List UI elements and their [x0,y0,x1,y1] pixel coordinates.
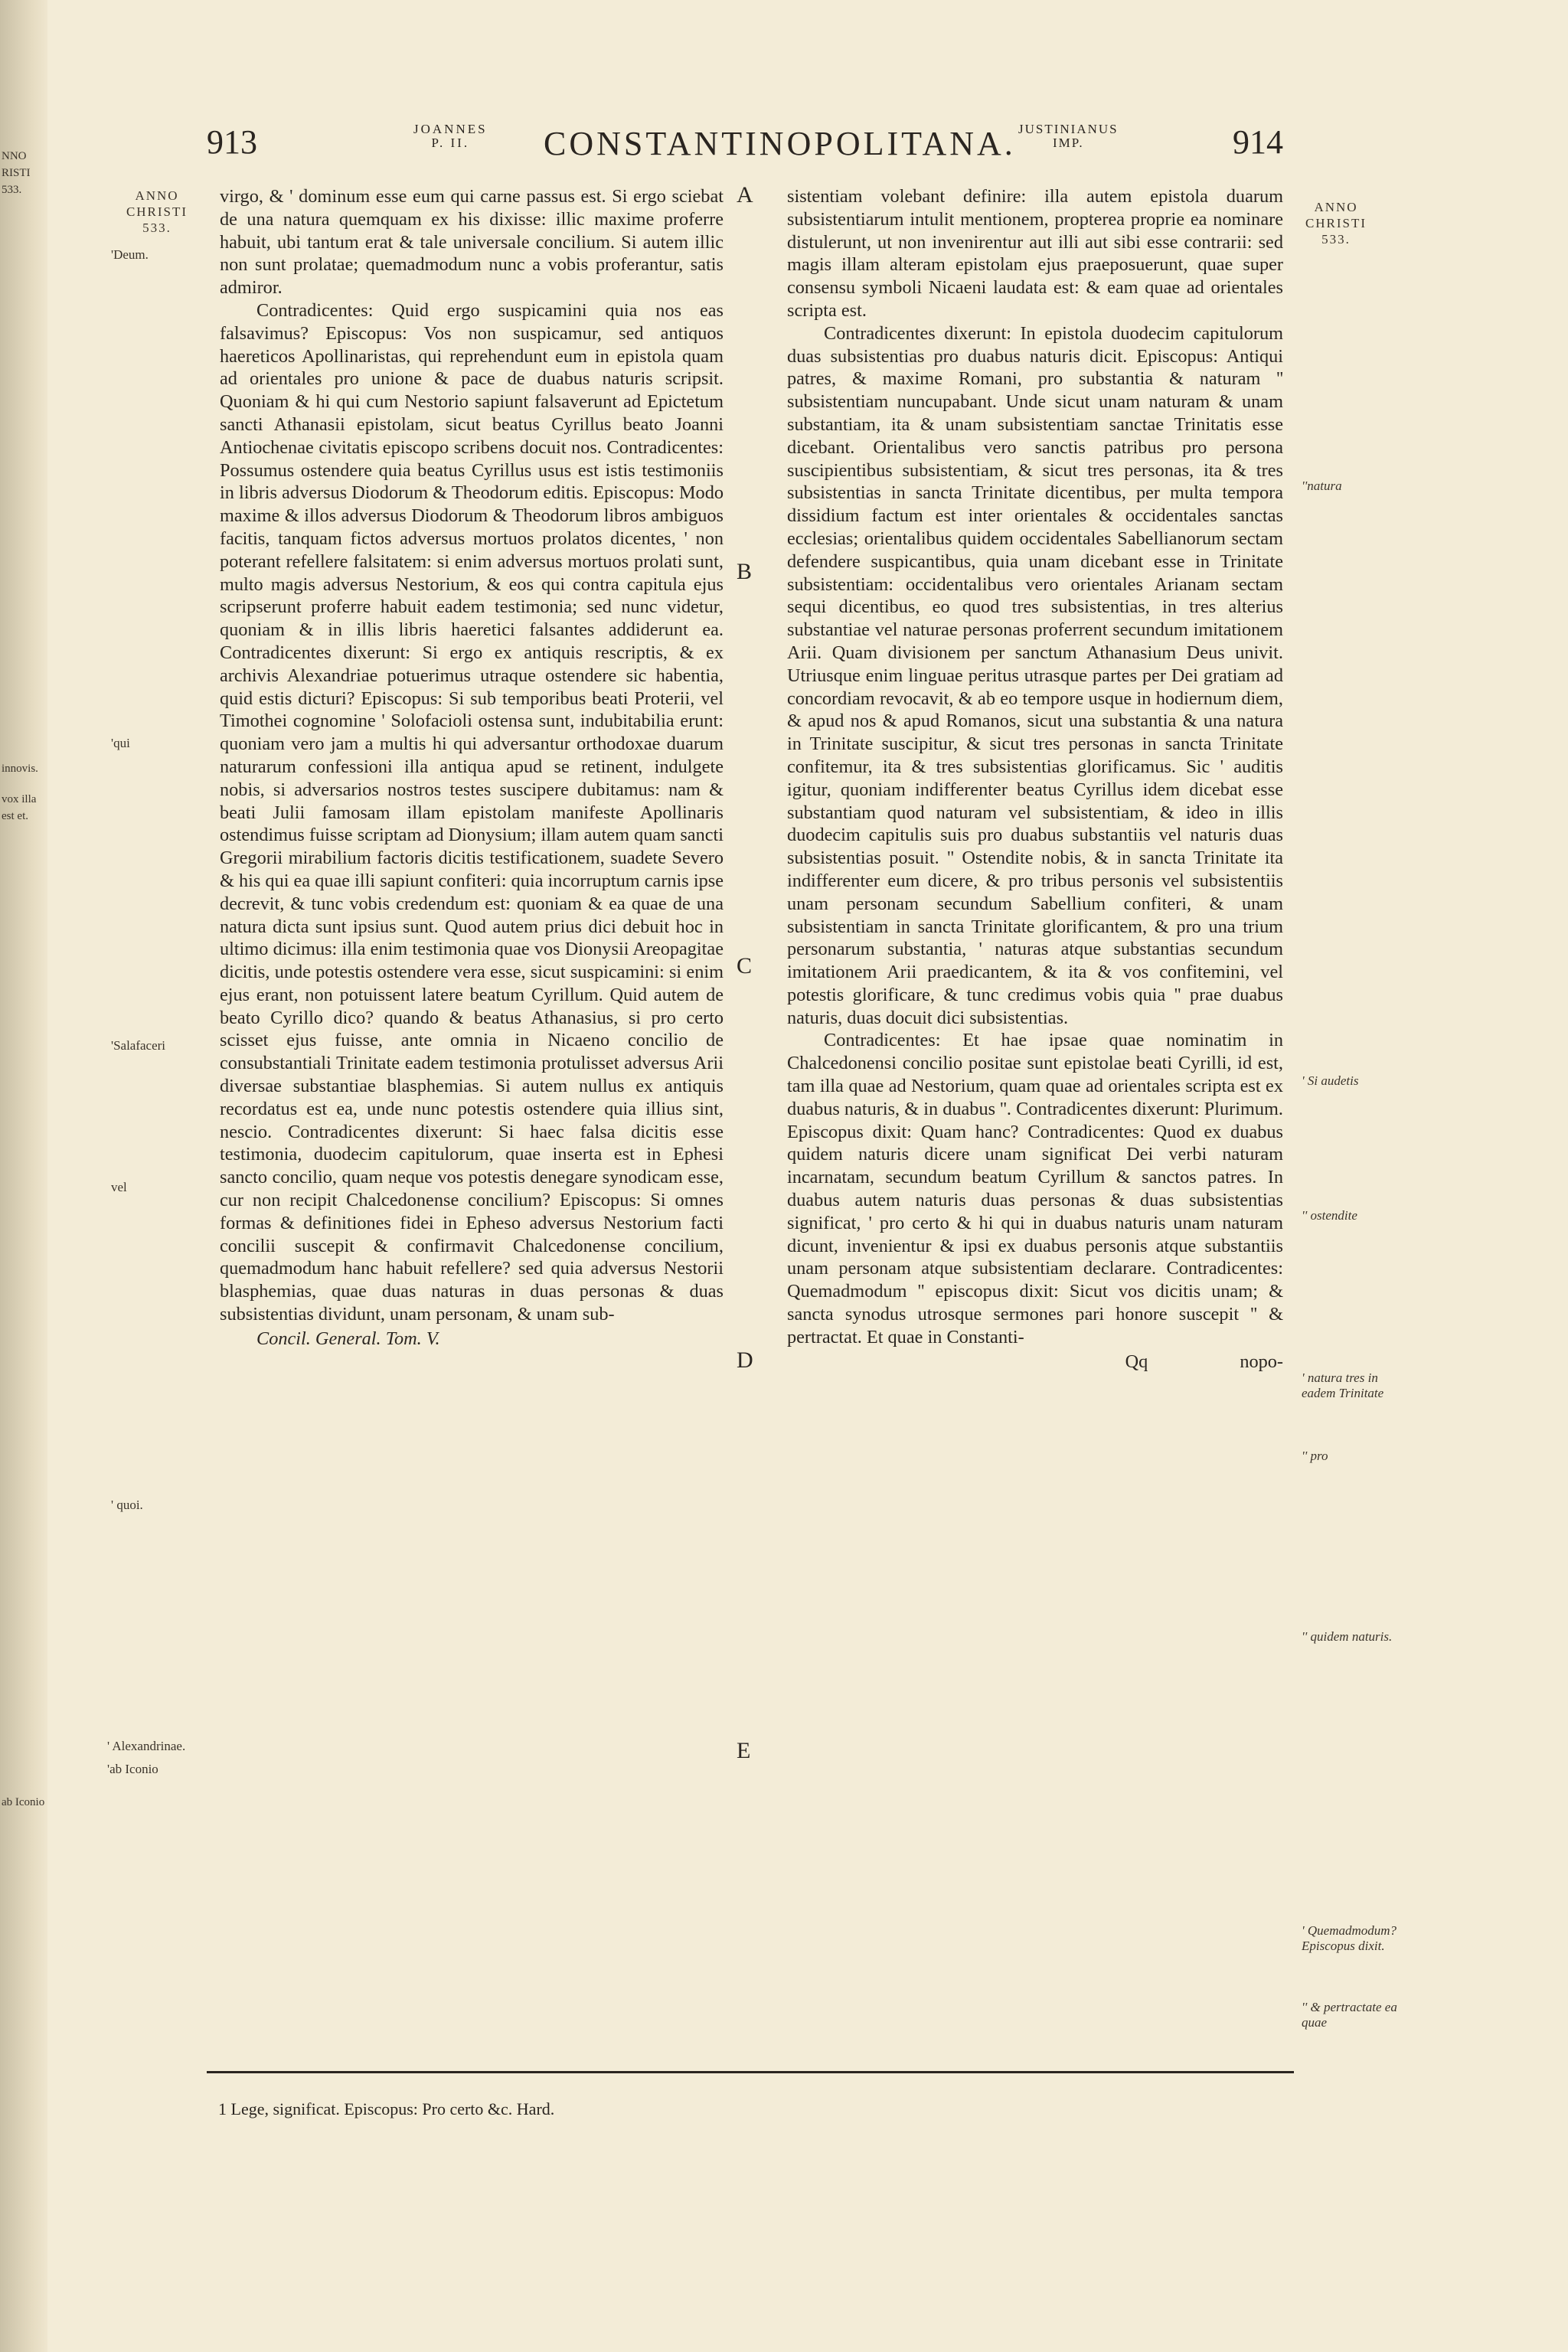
section-letter-e: E [737,1738,751,1763]
section-letter-b: B [737,559,753,584]
signature-mark: Qq [1125,1351,1148,1372]
left-column [220,185,724,1351]
gutter-note: ab Iconio [2,1796,45,1808]
section-letter-c: C [737,953,753,978]
margin-note-left: ' Alexandrinae. [107,1739,186,1753]
year-label: 533. [142,220,172,235]
page-gutter [0,0,47,2352]
anno-christi-left [115,188,199,236]
anno-label: ANNO [1314,200,1358,214]
gutter-note: vox illa [2,793,37,805]
catchword: nopo- [1240,1351,1283,1372]
right-column [787,185,1283,1373]
page-header [207,122,1283,168]
margin-note-right: ''natura [1302,479,1342,493]
section-letter-d: D [737,1348,753,1373]
pope-name: JOANNES [413,122,488,136]
paragraph: virgo, & ' dominum esse eum qui carne passus est. Si ergo sciebat de una natura quemquam ex his dixisse: illic maxime proferre habuit, ubi tantum erat & tale universale concilium. Si autem illic non sunt prolatae; quemadmodum nunc a vobis proferantur, satis admiror. [220,186,724,299]
anno-christi-right [1294,199,1378,247]
paragraph: Contradicentes: Quid ergo suspicamini quia nos eas falsavimus? Episcopus: Vos non suspicamur, sed antiquos haereticos Apollinaristas, qui reprehendunt eum in epistola quam ad orientales pro unione & pace de duabus naturis scripsit. Quoniam & hi qui cum Nestorio sapiunt falsaverunt ad Epictetum sancti Athanasii epistolam, sicut beatus Cyrillus beato Joanni Antiochenae civitatis episcopo scribens docuit nos. Contradicentes: Possumus ostendere quia beatus Cyrillus usus est istis testimoniis in libris adversus Diodorum & Theodorum editis. Episcopus: Modo maxime & illos adversus Diodorum & Theodorum libros ambiguos facitis, tanquam fictos adversus mortuos prolatos dicentes, ' non poterant refellere falsitatem: si enim adversus mortuos prolati sunt, multo magis adversus Nestorium, & eos qui contra capitula ejus scripserunt proferre habuit eadem testimonia; sed nunc videtur, quoniam & in illis libris haeretici falsantes addiderunt ea. Contradicentes dixerunt: Si ergo ex antiquis rescriptis, & ex archivis Alexandriae potuerimus utraque ostendere sic habentia, quid estis dicturi? Episcopus: Si sub temporibus beati Proterii, vel Timothei cognomine ' Solofacioli ostensa sunt, indubitabilia erunt: quoniam vero jam a multis hi qui adversantur orthodoxae duarum naturarum confessioni illa antiqua apud se retinent, indulgete nobis, si adversarios nostros testes suscipere dubitamus: nam & beati Julii famosam illam epistolam manifeste Apollinaris ostendimus fuisse scriptam ad Dionysium; illam autem quam sancti Gregorii mirabilium factoris dicitis testificationem, suadete Severo & his qui ea quae illi sapiunt confiteri: quia incorruptum carnis ipse decrevit, & tunc vobis credendum est: quoniam & ea quae de una natura dicta sunt ipsius sunt. Quod autem prius dici debuit hoc in ultimo dicimus: illa enim testimonia quae vos Dionysii Areopagitae dicitis, unde potestis ostendere vera esse, sicut suspicamini: si enim ejus erant, non potuissent latere beatum Cyrillum. Quid autem de beato Cyrillo dico? quando & beatus Athanasius, si pro certo scisset ejus fuisse, ante omnia in Nicaeno concilio de consubstantiali Trinitate eadem testimonia protulisset adversus Arii diversae substantiae blasphemias. Si autem nullus ex antiquis recordatus est ea, unde nunc potestis ostendere quia illius sint, nescio. Contradicentes dixerunt: Si haec falsa dicitis esse testimonia, duodecim capitulorum, quae inserta est in Ephesi sancto concilio, quam neque vos potestis denegare synodicam esse, cur non recipit Chalcedonense concilium? Episcopus: Si omnes formas & definitiones fidei in Epheso adversus Nestorium facti concilii suscepit & confirmavit Chalcedonense concilium, quemadmodum hanc habuit refellere? sed quia adversus Nestorii blasphemias, quae duas naturas in duas personas & duas subsistentias dividunt, unam personam, & unam sub- [220,299,724,1325]
running-head-pope [413,122,488,150]
margin-note-right: ' Si audetis [1302,1073,1359,1088]
signature-line [787,1351,1283,1374]
margin-note-right: '' pro [1302,1449,1328,1463]
page-number-right: 914 [1233,123,1283,161]
margin-note-left: 'Salafaceri [111,1038,166,1053]
emperor-title: IMP. [1053,136,1084,150]
margin-note-left: 'Deum. [111,247,149,262]
pope-number: P. II. [431,136,470,150]
column-footer: Concil. General. Tom. V. [256,1328,440,1349]
margin-note-left: vel [111,1180,127,1194]
gutter-note: NNO [2,150,27,162]
gutter-note: RISTI [2,167,31,179]
margin-note-left: 'qui [111,736,130,750]
margin-note-right: '' ostendite [1302,1208,1357,1223]
gutter-note: innovis. [2,763,38,775]
emperor-name: JUSTINIANUS [1018,122,1119,136]
margin-note-right: '' & pertractate ea quae [1302,2000,1397,2030]
gutter-note: est et. [2,810,28,822]
margin-note-right: '' quidem naturis. [1302,1629,1393,1644]
footnote: 1 Lege, significat. Episcopus: Pro certo &c. Hard. [218,2099,555,2118]
anno-label: ANNO [135,188,179,203]
margin-note-left: 'ab Iconio [107,1762,158,1776]
year-label: 533. [1321,232,1351,247]
christi-label: CHRISTI [1305,216,1367,230]
gutter-note: 533. [2,184,22,196]
christi-label: CHRISTI [126,204,188,219]
paragraph: sistentiam volebant definire: illa autem epistola duarum subsistentiarum intulit mentionem, propterea proprie ea nominare distulerunt, ut non invenirentur aut illi aut sibi esse contrarii: sed magis illam alteram epistolam ejus praeposuerunt, quae super consensu symboli Nicaeni laudata est: & eam quae ad orientales scripta est. [787,186,1283,321]
margin-note-right: ' Quemadmodum? Episcopus dixit. [1302,1923,1397,1953]
margin-note-left: ' quoi. [111,1498,143,1512]
paragraph: Contradicentes: Et hae ipsae quae nominatim in Chalcedonensi concilio positae sunt epistolae beati Cyrilli, id est, tam illa quae ad Nestorium, quam quae ad orientales scripta est ex duabus naturis, & in duabus ''. Contradicentes dixerunt: Plurimum. Episcopus dixit: Quam hanc? Contradicentes: Quod ex duabus quidem naturis dicere unam significat Dei verbi naturam incarnatam, secundum beatum Cyrillum & sanctos patres. In duabus autem naturis duas personas & duas subsistentias significat, ' pro certo & hi qui in duabus naturis unam naturam dicunt, invenientur & ipsi ex duabus personis atque substantiis unam personam atque subsistentiam declarare. Contradicentes: Quemadmodum '' episcopus dixit: Sicut vos dicitis unam; & sancta synodus utrosque sermones pari honore suscepit '' & pertractat. Et quae in Constanti- [787,1030,1283,1348]
paragraph: Contradicentes dixerunt: In epistola duodecim capitulorum duas subsistentias pro duabus naturis dicit. Episcopus: Antiqui patres, & maxime Romani, pro substantia & naturam '' subsistentiam nuncupabant. Unde sicut unam naturam & unam substantiam, ita & unam subsistentiam sanctae Trinitatis esse dicebant. Orientalibus vero sanctis patribus pro persona suscipientibus subsistentiam, & sicut tres personas, ita & tres subsistentias in sancta Trinitate dicentibus, per multa tempora dissidium factum est inter orientales & occidentales sanctas ecclesias; orientalibus quidem occidentales Sabellianorum sectam defendere suspicantibus, quia unam dicebant esse in Trinitate subsistentiam: occidentalibus vero orientales Arianam sectam sequi dicentibus, eo quod tres subsistentias, in tres alterius substantiae vel naturae personas proferrent secundum imitationem Arii. Quam divisionem per sanctum Athanasium Deus univit. Utriusque enim linguae peritus utrasque partes per Dei gratiam ad concordiam revocavit, & ab eo tempore usque in hodiernum diem, & apud nos & apud Romanos, sicut una substantia & una natura in Trinitate suscipitur, & sicut tres personas in sancta Trinitate confitemur, ita & tres subsistentias glorificamus. Sic ' auditis igitur, quoniam indifferenter beatus Cyrillus idem dicebat esse substantiam quod naturam vel subsistentiam, & ideo in illis duodecim capitulis suis pro duabus substantiis vel naturis duas subsistentias posuit. '' Ostendite nobis, & in sancta Trinitate ita indifferenter eum dicere, & pro tribus personis vel subsistentiis unam personam secundum Sabellium confiteri, & unam subsistentiam in sancta Trinitate glorificantem, & pro una trium personarum substantia, ' naturas atque substantias secundum imitationem Arii praedicantem, & ita & vos confitemini, vel potestis glorificare, & tunc credimus vobis quia '' prae duabus naturis, duas docuit dici subsistentias. [787,322,1283,1028]
section-letter-a: A [737,182,753,207]
footnote-rule [207,2071,1294,2073]
running-title: CONSTANTINOPOLITANA. [544,125,1016,162]
running-head-emperor [1018,122,1119,150]
page-number-left: 913 [207,123,257,161]
margin-note-right: ' natura tres in eadem Trinitate [1302,1370,1384,1400]
